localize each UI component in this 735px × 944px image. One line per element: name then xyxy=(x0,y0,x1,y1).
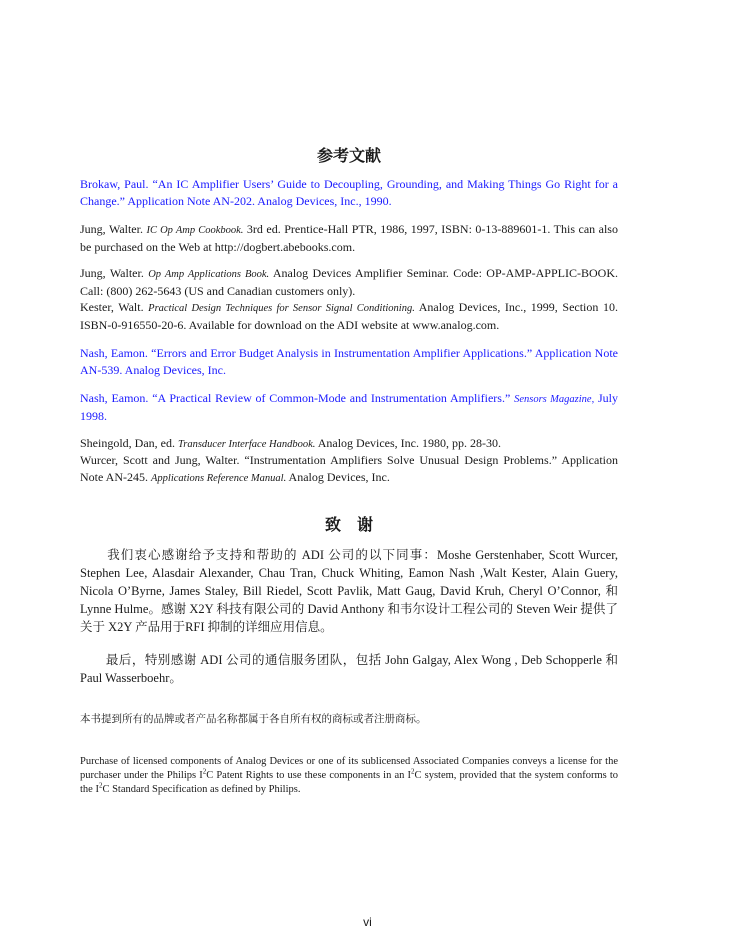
acknowledgments-paragraph-1: 我们衷心感谢给予支持和帮助的 ADI 公司的以下同事：Moshe Gerstenhaber, Scott Wurcer, Stephen Lee, Alasdair Alexander, Chau Tran, Chuck Whiting, Eamon Nash ,Walt Kester, Alain Guery, Nicola O’Byrne, James Staley, Bill Riedel, Scott Pavlik, Matt Gaug, David Kruh, Cheryl O’Connor, 和 Lynne Hulme。感谢 X2Y 科技有限公司的 David Anthony 和韦尔设计工程公司的 Steven Weir 提供了关于 X2Y 产品用于RFI 抑制的详细应用信息。 xyxy=(80,548,618,634)
reference-text: Nash, Eamon. “Errors and Error Budget Analysis in Instrumentation Amplifier Applications.” Application Note AN-539. Analog Devices, Inc. xyxy=(80,346,618,377)
reference-jung-cookbook xyxy=(80,221,618,256)
reference-book-title: Practical Design Techniques for Sensor Signal Conditioning. xyxy=(148,303,415,314)
reference-author: Wurcer, Scott and Jung, Walter. “Instrumentation Amplifiers Solve Unusual Design Problems.” Application Note AN-245. xyxy=(80,453,618,484)
reference-author: Jung, Walter. xyxy=(80,266,149,280)
reference-details: July 1998. xyxy=(80,391,618,423)
license-text: C Patent Rights to use these components in an I xyxy=(206,770,411,781)
reference-details: Analog Devices, Inc., 1999, Section 10. ISBN-0-916550-20-6. Available for download on the ADI website at www.analog.com. xyxy=(80,300,618,332)
reference-details: Analog Devices, Inc. 1980, pp. 28-30. xyxy=(315,436,501,450)
reference-jung-applications xyxy=(80,265,618,300)
reference-details: 3rd ed. Prentice-Hall PTR, 1986, 1997, ISBN: 0-13-889601-1. This can also be purchased on the Web at http://dogbert.abebooks.com. xyxy=(80,222,618,254)
reference-author: Kester, Walt. xyxy=(80,300,149,314)
reference-wurcer xyxy=(80,452,618,487)
superscript: 2 xyxy=(98,781,103,790)
license-text: C Standard Specification as defined by Philips. xyxy=(102,784,301,795)
license-text: C system, provided that the system conforms to the I xyxy=(80,770,618,795)
acknowledgments-heading: 致 谢 xyxy=(324,515,373,534)
trademark-note: 本书提到所有的品牌或者产品名称都属于各自所有权的商标或者注册商标。 xyxy=(80,713,427,725)
references-heading: 参考文献 xyxy=(316,146,381,165)
reference-details: Analog Devices Amplifier Seminar. Code: OP-AMP-APPLIC-BOOK. Call: (800) 262-5643 (US and Canadian customers only). xyxy=(80,266,618,298)
reference-author: Nash, Eamon. “A Practical Review of Common-Mode and Instrumentation Amplifiers.” xyxy=(80,391,515,405)
reference-book-title: Applications Reference Manual. xyxy=(151,473,287,484)
reference-book-title: Transducer Interface Handbook. xyxy=(178,439,316,450)
reference-book-title: IC Op Amp Cookbook. xyxy=(146,225,244,236)
reference-author: Jung, Walter. xyxy=(80,222,147,236)
reference-kester xyxy=(80,299,618,334)
reference-author: Sheingold, Dan, ed. xyxy=(80,436,178,450)
reference-journal: Sensors Magazine, xyxy=(514,394,595,405)
license-notice xyxy=(80,755,618,797)
reference-nash-review[interactable] xyxy=(80,390,618,425)
reference-details: Analog Devices, Inc. xyxy=(286,470,390,484)
acknowledgments-paragraph-2: 最后，特别感谢 ADI 公司的通信服务团队，包括 John Galgay, Alex Wong , Deb Schopperle 和 Paul Wasserboehr。 xyxy=(80,653,618,685)
reference-nash-errors[interactable] xyxy=(80,345,618,379)
license-text: Purchase of licensed components of Analog Devices or one of its sublicensed Associated Companies conveys a license for the purchaser under the Philips I xyxy=(80,756,618,781)
superscript: 2 xyxy=(410,767,415,776)
page-number: vi xyxy=(363,915,372,929)
reference-book-title: Op Amp Applications Book. xyxy=(148,269,270,280)
reference-sheingold xyxy=(80,435,618,453)
reference-brokaw[interactable] xyxy=(80,176,618,210)
reference-text: Brokaw, Paul. “An IC Amplifier Users’ Guide to Decoupling, Grounding, and Making Things Go Right for a Change.” Application Note AN-202. Analog Devices, Inc., 1990. xyxy=(80,177,618,208)
superscript: 2 xyxy=(202,767,207,776)
